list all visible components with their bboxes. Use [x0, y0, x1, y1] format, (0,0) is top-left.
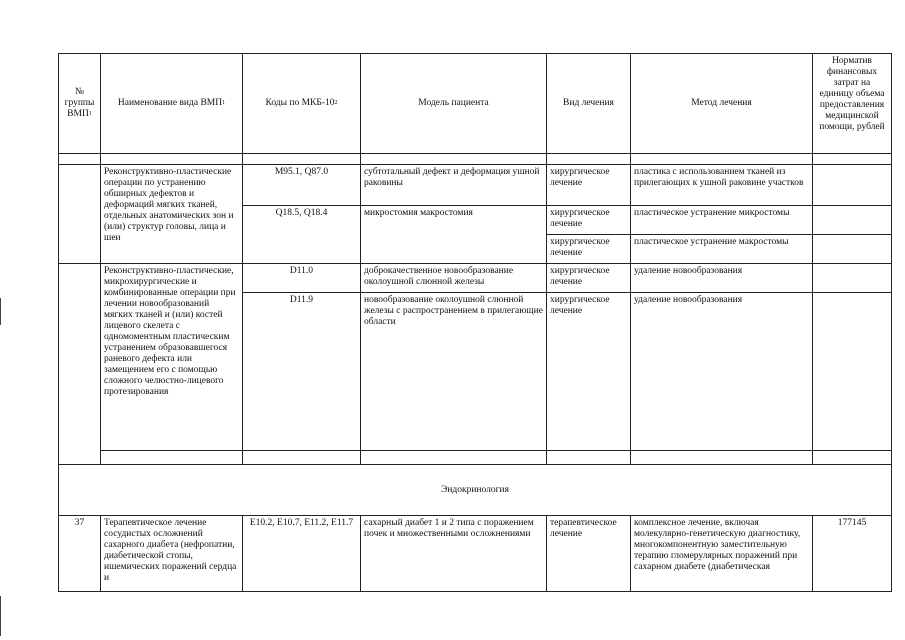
header-kind: Вид лечения: [547, 54, 631, 154]
treatment-method: пластическое устранение микростомы: [631, 206, 813, 235]
patient-model: сахарный диабет 1 и 2 типа с поражением почек и множественными осложнениями: [361, 516, 547, 592]
icd-code: Q18.5, Q18.4: [243, 206, 361, 264]
group-num: 37: [59, 516, 101, 592]
treatment-kind: хирургическое лечение: [547, 235, 631, 264]
patient-model: субтотальный дефект и деформация ушной раковины: [361, 165, 547, 206]
header-codes: Коды по МКБ-$10^2$: [243, 54, 361, 154]
section-row: [59, 465, 892, 516]
header-method: Метод лечения: [631, 54, 813, 154]
treatment-kind: хирургическое лечение: [547, 293, 631, 451]
treatment-kind: хирургическое лечение: [547, 206, 631, 235]
norm-cell: [813, 235, 892, 264]
spacer-row: [59, 451, 892, 465]
page-edge-mark: [0, 298, 1, 325]
norm-cell: [813, 293, 892, 451]
section-title: Эндокринология: [59, 465, 892, 516]
treatment-kind: хирургическое лечение: [547, 165, 631, 206]
treatment-method: удаление новообразования: [631, 264, 813, 293]
treatment-kind: терапевтическое лечение: [547, 516, 631, 592]
icd-code: D11.0: [243, 264, 361, 293]
norm-cell: [813, 165, 892, 206]
header-norm: Норматив финансовых затрат на единицу объема предоставления медицинской помощи, рублей: [813, 54, 892, 154]
group-num-cell: [59, 264, 101, 465]
header-name: Наименование вида ВМП$^1$: [101, 54, 243, 154]
header-num: № группы ВМП$^1$: [59, 54, 101, 154]
header-model: Модель пациента: [361, 54, 547, 154]
icd-code: M95.1, Q87.0: [243, 165, 361, 206]
table-row: [59, 264, 892, 293]
norm-cell: [813, 206, 892, 235]
patient-model: новообразование околоушной слюнной железы с распространением в прилегающие области: [361, 293, 547, 451]
icd-code: D11.9: [243, 293, 361, 451]
table-row: [59, 516, 892, 592]
group-name: Реконструктивно-пластические, микрохирургические и комбинированные операции при лечении новообразований мягких тканей и (или) костей лицевого скелета с одномоментным пластическим устранением образовавшегося раневого дефекта или замещением его с помощью сложного челюстно-лицевого протезирования: [101, 264, 243, 451]
norm-value: 177145: [813, 516, 892, 592]
treatment-method: удаление новообразования: [631, 293, 813, 451]
treatment-method: пластическое устранение макростомы: [631, 235, 813, 264]
icd-code: E10.2, E10.7, E11.2, E11.7: [243, 516, 361, 592]
group-num-cell: [59, 165, 101, 264]
group-name: Реконструктивно-пластические операции по устранению обширных дефектов и деформаций мягких тканей, отдельных анатомических зон и (или) структур головы, лица и шеи: [101, 165, 243, 264]
treatment-kind: хирургическое лечение: [547, 264, 631, 293]
treatment-method: пластика с использованием тканей из прилегающих к ушной раковине участков: [631, 165, 813, 206]
norm-cell: [813, 264, 892, 293]
patient-model: микростомия макростомия: [361, 206, 547, 264]
treatment-method: комплексное лечение, включая молекулярно-генетическую диагностику, многокомпонентную заместительную терапию гломерулярных поражений при сахарном диабете (диабетическая: [631, 516, 813, 592]
table-row: [59, 165, 892, 206]
group-name: Терапевтическое лечение сосудистых осложнений сахарного диабета (нефропатии, диабетической стопы, ишемических поражений сердца и: [101, 516, 243, 592]
spacer-row: [59, 154, 892, 165]
header-row: [59, 54, 892, 154]
vmp-table: [58, 53, 892, 592]
page-edge-mark: [0, 596, 1, 636]
patient-model: доброкачественное новообразование околоушной слюнной железы: [361, 264, 547, 293]
